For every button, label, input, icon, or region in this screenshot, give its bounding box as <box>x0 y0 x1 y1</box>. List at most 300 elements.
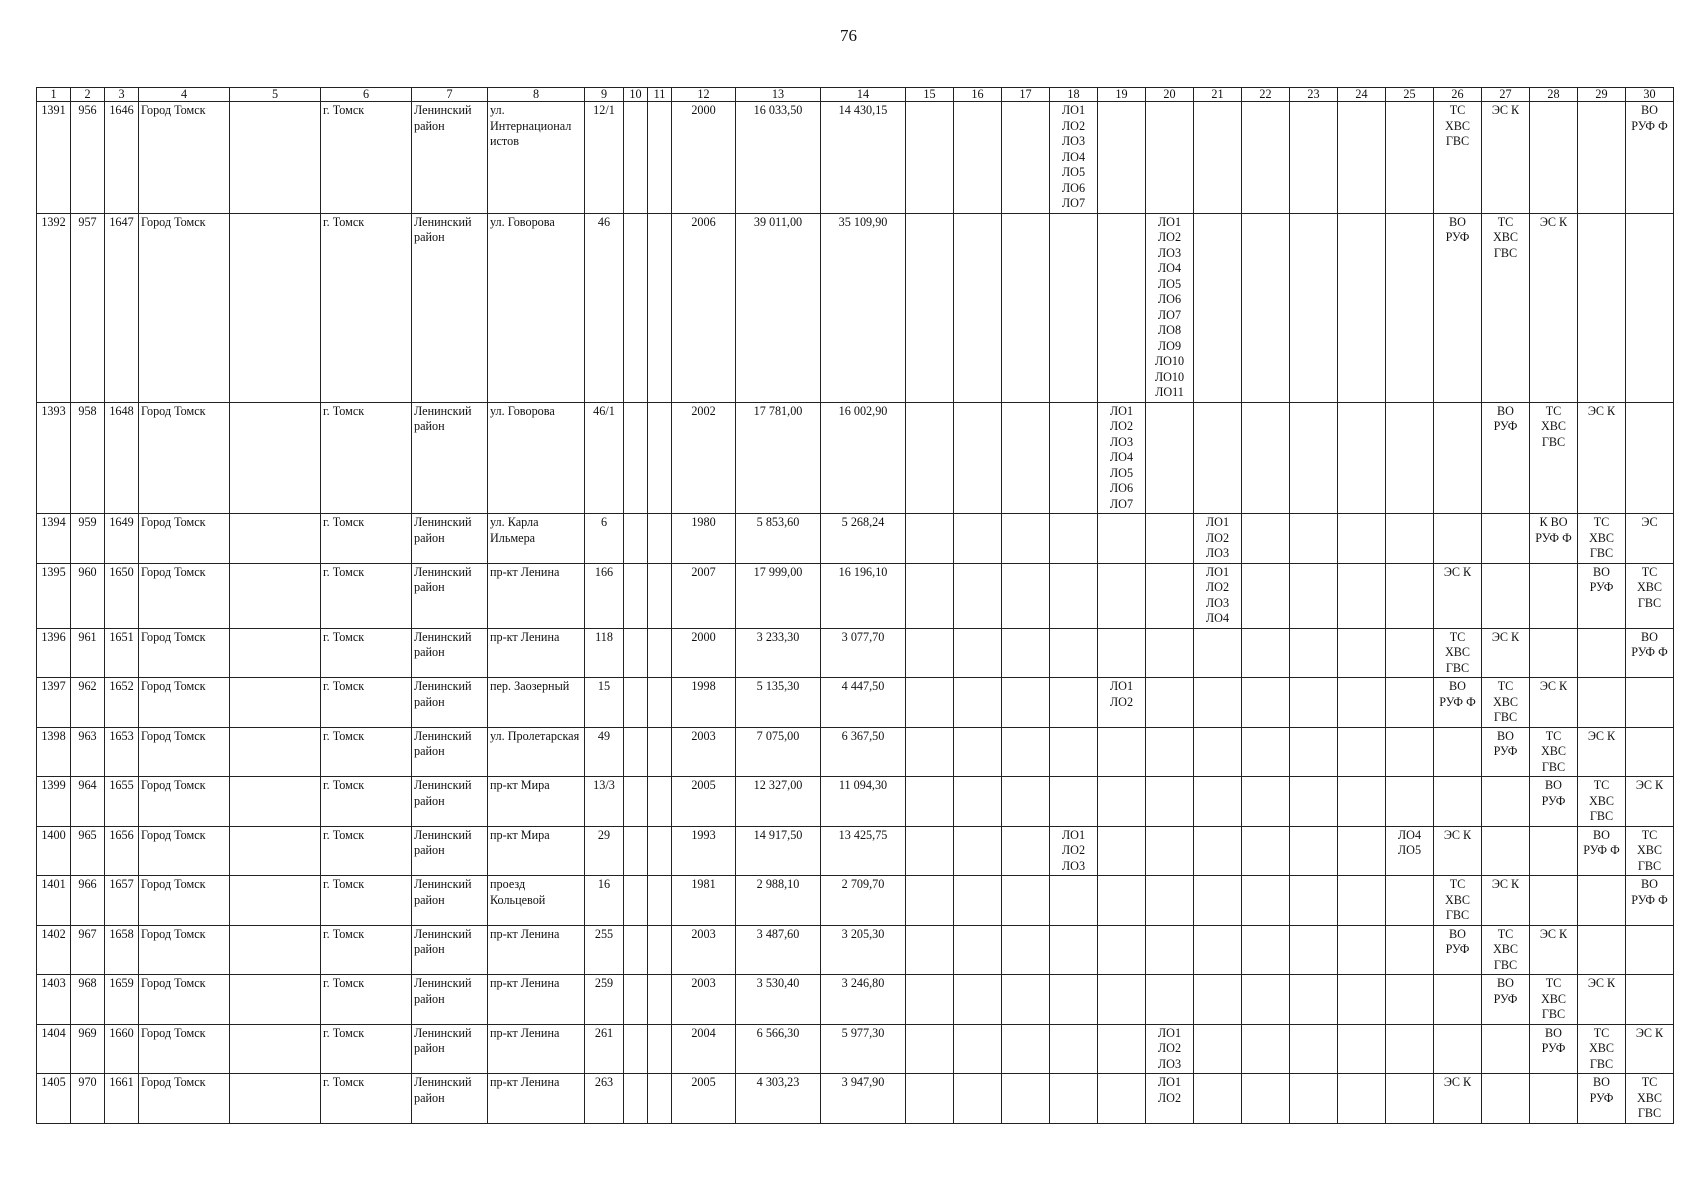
table-cell: 961 <box>71 628 105 678</box>
table-cell: ЭС К <box>1530 213 1578 402</box>
table-cell <box>1338 678 1386 728</box>
column-number: 20 <box>1146 88 1194 102</box>
table-cell <box>1002 514 1050 564</box>
table-cell <box>1050 975 1098 1025</box>
table-cell: 7 075,00 <box>736 727 821 777</box>
table-cell <box>1434 727 1482 777</box>
table-cell <box>1578 876 1626 926</box>
table-cell: 2005 <box>672 1074 736 1124</box>
table-cell: ТС ХВС ГВС <box>1434 876 1482 926</box>
table-cell: ЭС К <box>1434 1074 1482 1124</box>
table-cell <box>1290 975 1338 1025</box>
table-cell: 1661 <box>105 1074 139 1124</box>
table-row <box>37 1074 1674 1124</box>
table-cell: ВО РУФ Ф <box>1434 678 1482 728</box>
table-row <box>37 678 1674 728</box>
table-cell <box>1146 727 1194 777</box>
table-cell: Ленинский район <box>412 925 488 975</box>
table-cell <box>1242 925 1290 975</box>
table-cell <box>1002 925 1050 975</box>
table-cell <box>1290 1024 1338 1074</box>
table-cell: 969 <box>71 1024 105 1074</box>
column-number: 9 <box>585 88 624 102</box>
table-cell <box>906 514 954 564</box>
column-number: 3 <box>105 88 139 102</box>
table-cell <box>1338 876 1386 926</box>
table-cell <box>624 678 648 728</box>
table-cell: г. Томск <box>321 213 412 402</box>
table-cell <box>1050 1024 1098 1074</box>
table-cell <box>954 102 1002 214</box>
table-cell: ЭС К <box>1482 102 1530 214</box>
table-cell: 39 011,00 <box>736 213 821 402</box>
table-cell: ВО РУФ <box>1530 777 1578 827</box>
table-cell: ЛО1 ЛО2 ЛО3 <box>1194 514 1242 564</box>
table-cell <box>624 876 648 926</box>
table-cell <box>1146 563 1194 628</box>
table-cell: 959 <box>71 514 105 564</box>
table-cell: 16 033,50 <box>736 102 821 214</box>
table-cell: ЛО1 ЛО2 ЛО3 <box>1146 1024 1194 1074</box>
table-row <box>37 514 1674 564</box>
table-cell: 2000 <box>672 628 736 678</box>
table-cell: ЭС <box>1626 514 1674 564</box>
table-cell: 1655 <box>105 777 139 827</box>
table-cell <box>1578 925 1626 975</box>
table-cell <box>1434 402 1482 514</box>
table-cell <box>1338 514 1386 564</box>
table-cell: ВО РУФ Ф <box>1626 628 1674 678</box>
table-cell <box>1050 628 1098 678</box>
table-cell: пр-кт Ленина <box>488 975 585 1025</box>
table-cell: 17 781,00 <box>736 402 821 514</box>
table-cell: Ленинский район <box>412 678 488 728</box>
table-cell: Город Томск <box>139 402 230 514</box>
table-cell <box>954 213 1002 402</box>
table-cell <box>1290 826 1338 876</box>
table-cell: пр-кт Мира <box>488 777 585 827</box>
table-cell <box>648 826 672 876</box>
table-cell <box>1290 514 1338 564</box>
column-number: 5 <box>230 88 321 102</box>
table-cell <box>906 1074 954 1124</box>
table-cell: ТС ХВС ГВС <box>1578 1024 1626 1074</box>
table-cell: 12 327,00 <box>736 777 821 827</box>
table-cell: ЭС К <box>1434 563 1482 628</box>
table-cell: 1395 <box>37 563 71 628</box>
table-cell: 1400 <box>37 826 71 876</box>
table-cell: 5 853,60 <box>736 514 821 564</box>
table-cell <box>1626 727 1674 777</box>
table-cell: 11 094,30 <box>821 777 906 827</box>
table-cell <box>230 876 321 926</box>
table-cell: ВО РУФ <box>1482 727 1530 777</box>
column-number: 11 <box>648 88 672 102</box>
table-cell: ЛО4 ЛО5 <box>1386 826 1434 876</box>
table-cell <box>954 563 1002 628</box>
table-cell: 965 <box>71 826 105 876</box>
table-cell: 1392 <box>37 213 71 402</box>
table-cell: 1394 <box>37 514 71 564</box>
table-cell: 255 <box>585 925 624 975</box>
table-cell: Ленинский район <box>412 102 488 214</box>
table-cell: 958 <box>71 402 105 514</box>
table-cell <box>1194 975 1242 1025</box>
table-cell <box>906 826 954 876</box>
table-cell <box>230 102 321 214</box>
table-cell <box>1338 1074 1386 1124</box>
table-row <box>37 1024 1674 1074</box>
table-cell <box>1146 975 1194 1025</box>
table-cell <box>1146 678 1194 728</box>
table-cell: 3 233,30 <box>736 628 821 678</box>
column-number: 17 <box>1002 88 1050 102</box>
table-cell: 6 566,30 <box>736 1024 821 1074</box>
table-cell <box>1338 1024 1386 1074</box>
table-cell <box>624 826 648 876</box>
table-cell: ВО РУФ <box>1482 975 1530 1025</box>
table-cell: 1980 <box>672 514 736 564</box>
table-row <box>37 628 1674 678</box>
table-cell <box>230 563 321 628</box>
table-cell: 1658 <box>105 925 139 975</box>
table-cell <box>1290 876 1338 926</box>
table-cell <box>1050 563 1098 628</box>
housing-register-table <box>36 87 1674 1124</box>
table-cell: пр-кт Ленина <box>488 563 585 628</box>
table-cell: 14 430,15 <box>821 102 906 214</box>
column-number: 19 <box>1098 88 1146 102</box>
table-cell: Ленинский район <box>412 777 488 827</box>
table-cell <box>1146 925 1194 975</box>
table-cell <box>1194 1074 1242 1124</box>
table-cell: 2002 <box>672 402 736 514</box>
table-cell <box>624 1024 648 1074</box>
table-cell <box>230 213 321 402</box>
column-number: 6 <box>321 88 412 102</box>
table-cell <box>230 1074 321 1124</box>
table-cell: ЭС К <box>1626 1024 1674 1074</box>
table-cell: г. Томск <box>321 402 412 514</box>
table-cell: ЭС К <box>1482 628 1530 678</box>
table-cell: 1399 <box>37 777 71 827</box>
column-number: 24 <box>1338 88 1386 102</box>
table-row <box>37 826 1674 876</box>
table-cell <box>1482 826 1530 876</box>
table-cell <box>906 1024 954 1074</box>
table-cell: 1405 <box>37 1074 71 1124</box>
table-cell: ул. Говорова <box>488 402 585 514</box>
table-cell <box>1434 777 1482 827</box>
table-cell: г. Томск <box>321 1024 412 1074</box>
table-cell: 259 <box>585 975 624 1025</box>
column-number: 2 <box>71 88 105 102</box>
table-cell <box>954 876 1002 926</box>
table-cell <box>1098 102 1146 214</box>
table-cell <box>230 514 321 564</box>
table-cell: 966 <box>71 876 105 926</box>
table-cell: 956 <box>71 102 105 214</box>
table-cell <box>624 975 648 1025</box>
table-cell: Город Томск <box>139 678 230 728</box>
table-cell <box>1242 777 1290 827</box>
table-cell <box>1242 213 1290 402</box>
table-cell: ТС ХВС ГВС <box>1578 514 1626 564</box>
table-cell: 3 530,40 <box>736 975 821 1025</box>
table-cell <box>1050 678 1098 728</box>
table-cell: г. Томск <box>321 563 412 628</box>
table-cell: 16 <box>585 876 624 926</box>
table-cell: ЭС К <box>1626 777 1674 827</box>
column-number: 13 <box>736 88 821 102</box>
table-cell <box>648 563 672 628</box>
table-cell <box>1386 563 1434 628</box>
table-cell <box>1290 925 1338 975</box>
table-cell: Город Томск <box>139 826 230 876</box>
table-cell: ул. Говорова <box>488 213 585 402</box>
table-cell: ТС ХВС ГВС <box>1482 213 1530 402</box>
table-cell: ЭС К <box>1530 678 1578 728</box>
table-cell <box>1578 213 1626 402</box>
table-cell <box>624 777 648 827</box>
table-cell <box>906 876 954 926</box>
table-cell: 16 196,10 <box>821 563 906 628</box>
column-number: 10 <box>624 88 648 102</box>
table-cell <box>1050 1074 1098 1124</box>
table-cell <box>230 777 321 827</box>
table-cell <box>1098 213 1146 402</box>
table-cell <box>1242 628 1290 678</box>
table-cell: ВО РУФ Ф <box>1578 826 1626 876</box>
table-cell: 962 <box>71 678 105 728</box>
table-cell: ул. Пролетарская <box>488 727 585 777</box>
table-cell: 1401 <box>37 876 71 926</box>
table-cell <box>648 102 672 214</box>
table-cell <box>1386 402 1434 514</box>
table-cell: 13 425,75 <box>821 826 906 876</box>
table-cell <box>1338 102 1386 214</box>
table-cell <box>230 826 321 876</box>
table-cell <box>1530 876 1578 926</box>
table-cell <box>1530 628 1578 678</box>
table-cell: Город Томск <box>139 514 230 564</box>
table-cell <box>1290 1074 1338 1124</box>
table-cell <box>1338 777 1386 827</box>
table-cell <box>1242 678 1290 728</box>
table-cell: Город Томск <box>139 925 230 975</box>
table-cell <box>1050 213 1098 402</box>
table-cell <box>1242 402 1290 514</box>
table-cell: ВО РУФ <box>1578 1074 1626 1124</box>
table-cell <box>1338 628 1386 678</box>
table-cell <box>624 402 648 514</box>
table-cell: ЛО1 ЛО2 ЛО3 ЛО4 ЛО5 ЛО6 ЛО7 <box>1050 102 1098 214</box>
table-cell <box>1386 1074 1434 1124</box>
table-cell: 1656 <box>105 826 139 876</box>
table-cell <box>1002 563 1050 628</box>
table-cell <box>648 678 672 728</box>
table-cell: ул. Карла Ильмера <box>488 514 585 564</box>
column-number: 4 <box>139 88 230 102</box>
table-cell <box>1098 975 1146 1025</box>
table-cell <box>230 975 321 1025</box>
table-cell: Ленинский район <box>412 514 488 564</box>
table-cell <box>1530 826 1578 876</box>
table-cell: Ленинский район <box>412 1024 488 1074</box>
table-cell <box>1386 876 1434 926</box>
table-cell: г. Томск <box>321 925 412 975</box>
table-cell <box>1386 678 1434 728</box>
column-number: 30 <box>1626 88 1674 102</box>
column-number: 26 <box>1434 88 1482 102</box>
table-cell: г. Томск <box>321 1074 412 1124</box>
table-cell <box>1050 925 1098 975</box>
table-row <box>37 975 1674 1025</box>
table-cell: ВО РУФ <box>1530 1024 1578 1074</box>
table-cell: 17 999,00 <box>736 563 821 628</box>
table-cell <box>1098 628 1146 678</box>
table-cell <box>624 1074 648 1124</box>
table-cell <box>1290 727 1338 777</box>
table-cell: ЛО1 ЛО2 <box>1098 678 1146 728</box>
table-cell: ВО РУФ <box>1578 563 1626 628</box>
table-cell: пер. Заозерный <box>488 678 585 728</box>
table-cell: ВО РУФ <box>1434 925 1482 975</box>
table-cell <box>906 678 954 728</box>
table-cell <box>1290 402 1338 514</box>
column-number: 7 <box>412 88 488 102</box>
table-cell <box>624 102 648 214</box>
table-cell <box>1626 678 1674 728</box>
table-cell <box>1386 102 1434 214</box>
column-number: 16 <box>954 88 1002 102</box>
table-cell <box>1386 628 1434 678</box>
table-cell <box>1098 514 1146 564</box>
table-cell <box>906 925 954 975</box>
table-cell <box>1386 975 1434 1025</box>
table-cell: Ленинский район <box>412 628 488 678</box>
table-cell: ул. Интернационал истов <box>488 102 585 214</box>
table-cell: пр-кт Мира <box>488 826 585 876</box>
table-cell <box>954 514 1002 564</box>
table-cell <box>1290 213 1338 402</box>
table-cell <box>1002 975 1050 1025</box>
table-cell: 1393 <box>37 402 71 514</box>
table-cell <box>624 727 648 777</box>
table-cell: Ленинский район <box>412 1074 488 1124</box>
table-cell: г. Томск <box>321 975 412 1025</box>
table-cell <box>1242 727 1290 777</box>
table-cell <box>1434 514 1482 564</box>
table-cell: Ленинский район <box>412 727 488 777</box>
table-cell: ТС ХВС ГВС <box>1482 678 1530 728</box>
table-cell: пр-кт Ленина <box>488 925 585 975</box>
column-number: 18 <box>1050 88 1098 102</box>
table-cell: 1396 <box>37 628 71 678</box>
table-cell: 1646 <box>105 102 139 214</box>
table-cell <box>230 678 321 728</box>
table-cell <box>648 628 672 678</box>
table-cell: ЛО1 ЛО2 ЛО3 ЛО4 ЛО5 ЛО6 ЛО7 ЛО8 ЛО9 ЛО10 ЛО10 ЛО11 <box>1146 213 1194 402</box>
table-cell <box>648 213 672 402</box>
table-cell: 263 <box>585 1074 624 1124</box>
table-cell: ЛО1 ЛО2 <box>1146 1074 1194 1124</box>
table-cell: ТС ХВС ГВС <box>1482 925 1530 975</box>
table-cell <box>1098 727 1146 777</box>
table-cell: Ленинский район <box>412 402 488 514</box>
table-cell <box>1482 777 1530 827</box>
table-cell: 261 <box>585 1024 624 1074</box>
table-cell <box>1290 102 1338 214</box>
table-cell: 1403 <box>37 975 71 1025</box>
table-cell <box>648 777 672 827</box>
table-cell <box>624 213 648 402</box>
table-cell <box>648 402 672 514</box>
table-cell: 2003 <box>672 727 736 777</box>
table-cell <box>906 975 954 1025</box>
table-cell <box>1002 876 1050 926</box>
table-cell: 963 <box>71 727 105 777</box>
table-cell: пр-кт Ленина <box>488 628 585 678</box>
table-cell <box>1242 826 1290 876</box>
table-cell <box>1290 628 1338 678</box>
table-cell: ВО РУФ Ф <box>1626 102 1674 214</box>
table-row <box>37 925 1674 975</box>
table-cell: 2000 <box>672 102 736 214</box>
table-cell <box>1578 102 1626 214</box>
table-row <box>37 563 1674 628</box>
table-cell <box>1578 678 1626 728</box>
table-row <box>37 727 1674 777</box>
table-cell: 1650 <box>105 563 139 628</box>
table-cell: 2007 <box>672 563 736 628</box>
table-cell: 6 367,50 <box>821 727 906 777</box>
table-cell: ТС ХВС ГВС <box>1626 563 1674 628</box>
table-cell: ТС ХВС ГВС <box>1626 1074 1674 1124</box>
table-cell: Ленинский район <box>412 213 488 402</box>
table-cell: Город Томск <box>139 727 230 777</box>
table-cell: Город Томск <box>139 102 230 214</box>
page-number: 76 <box>840 26 857 45</box>
table-cell <box>1482 514 1530 564</box>
table-cell <box>230 1024 321 1074</box>
table-cell: 14 917,50 <box>736 826 821 876</box>
table-cell: 1402 <box>37 925 71 975</box>
column-number-row <box>37 88 1674 102</box>
table-cell <box>1482 1024 1530 1074</box>
table-cell <box>1194 826 1242 876</box>
table-cell: 1660 <box>105 1024 139 1074</box>
column-number: 22 <box>1242 88 1290 102</box>
table-cell <box>954 1074 1002 1124</box>
table-cell: 2004 <box>672 1024 736 1074</box>
table-cell: 1993 <box>672 826 736 876</box>
table-cell: ТС ХВС ГВС <box>1626 826 1674 876</box>
table-cell <box>648 975 672 1025</box>
table-cell <box>1002 1024 1050 1074</box>
table-cell: 1391 <box>37 102 71 214</box>
table-cell <box>648 514 672 564</box>
table-cell <box>1194 727 1242 777</box>
table-cell <box>1434 975 1482 1025</box>
table-cell <box>954 628 1002 678</box>
table-cell <box>1098 876 1146 926</box>
table-cell: проезд Кольцевой <box>488 876 585 926</box>
table-cell: 118 <box>585 628 624 678</box>
table-cell <box>624 628 648 678</box>
table-cell: ТС ХВС ГВС <box>1434 102 1482 214</box>
table-cell <box>1434 1024 1482 1074</box>
